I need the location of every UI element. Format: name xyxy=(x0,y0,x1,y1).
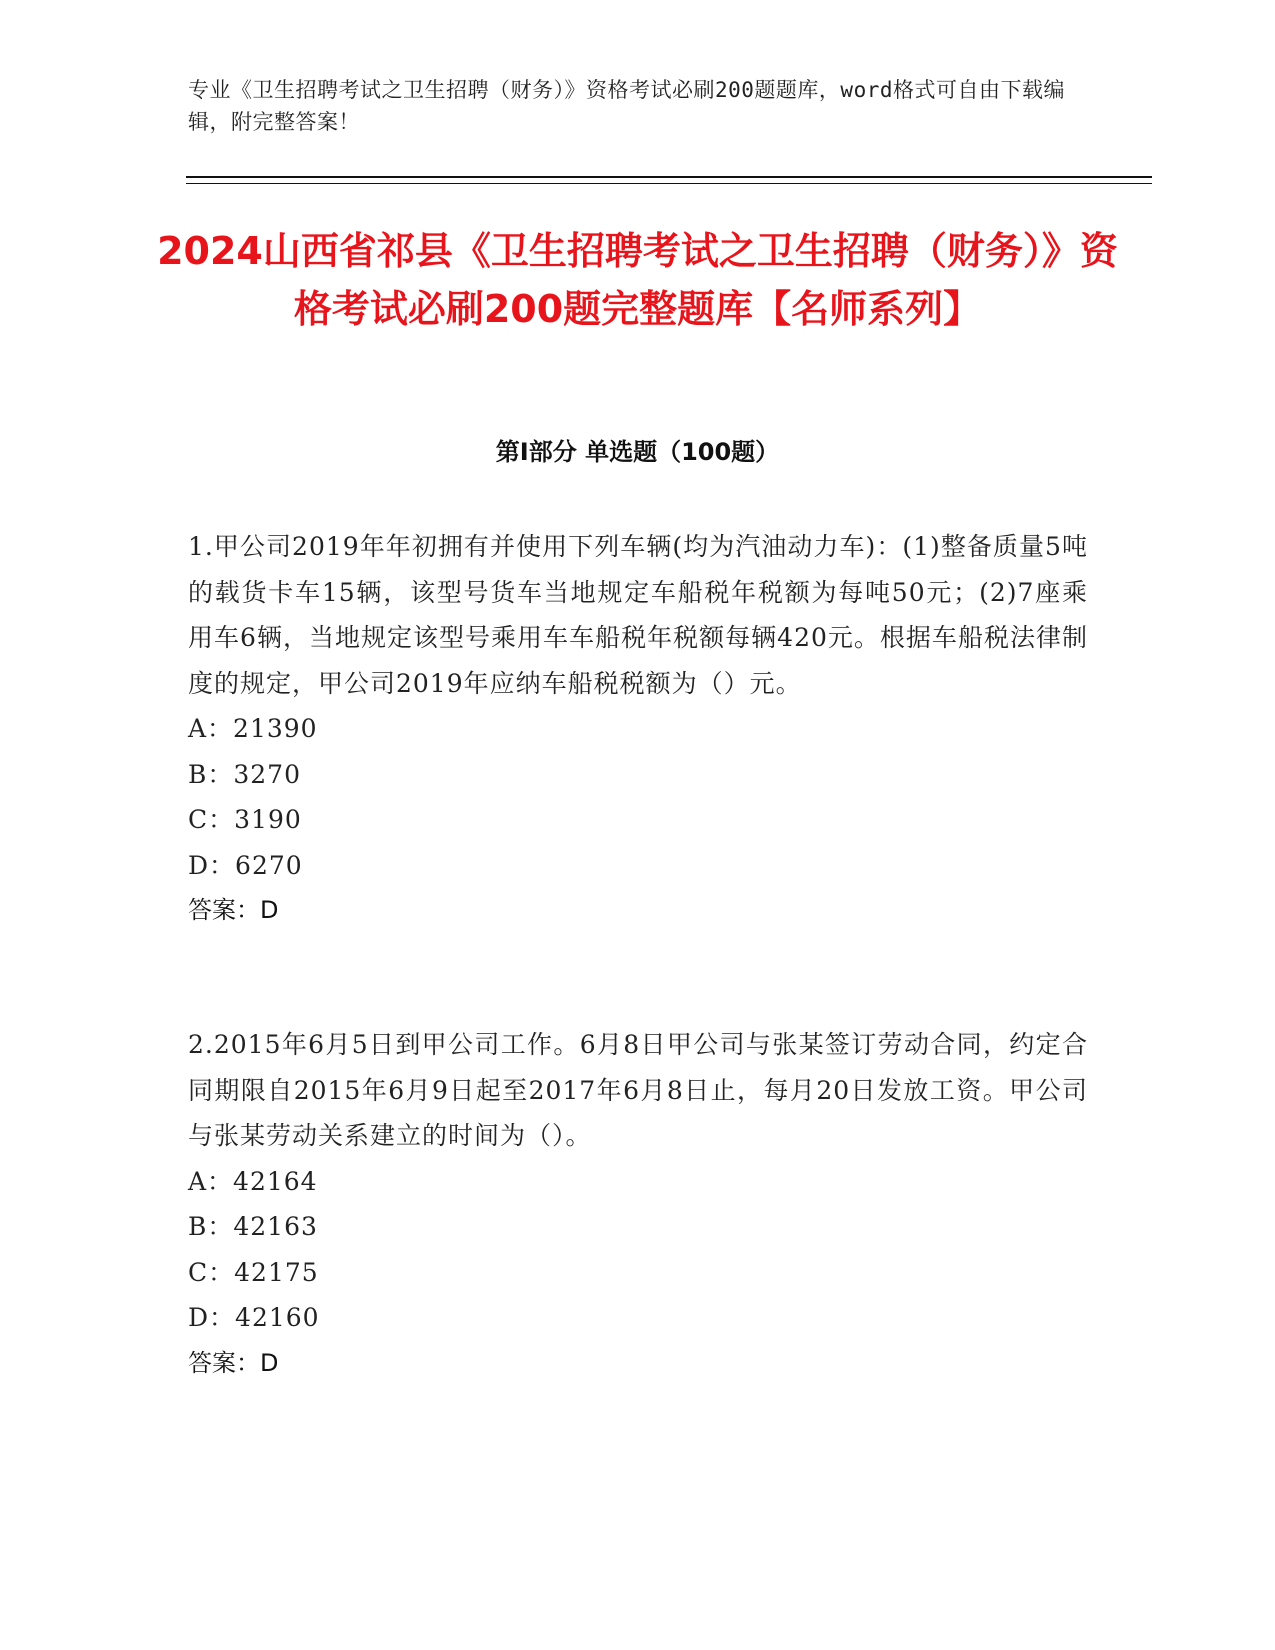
document-title: 2024山西省祁县《卫生招聘考试之卫生招聘（财务）》资格考试必刷200题完整题库【名师系列】 xyxy=(157,229,1118,331)
question-stem: 1.甲公司2019年年初拥有并使用下列车辆(均为汽油动力车)：(1)整备质量5吨的载货卡车15辆，该型号货车当地规定车船税年税额为每吨50元；(2)7座乘用车6辆，当地规定该型号乘用车车船税年税额每辆420元。根据车船税法律制度的规定，甲公司2019年应纳车船税税额为（）元。 xyxy=(188,532,1088,698)
answer-label: 答案：D xyxy=(188,896,279,924)
option-d: D：42160 xyxy=(188,1303,320,1332)
option-b: B：42163 xyxy=(188,1212,318,1241)
option-b: B：3270 xyxy=(188,759,301,789)
section-title: 第I部分 单选题（100题） xyxy=(495,438,780,466)
option-a: A：21390 xyxy=(188,714,318,743)
question-stem: 2.2015年6月5日到甲公司工作。6月8日甲公司与张某签订劳动合同，约定合同期限自2015年6月9日起至2017年6月8日止，每月20日发放工资。甲公司与张某劳动关系建立的时间为（）。 xyxy=(188,1030,1088,1150)
header-divider-thick xyxy=(186,176,1152,178)
answer-label: 答案：D xyxy=(188,1348,279,1377)
header-divider-thin xyxy=(186,183,1152,184)
header-note: 专业《卫生招聘考试之卫生招聘（财务）》资格考试必刷200题题库，word格式可自由下载编辑，附完整答案！ xyxy=(188,78,1065,134)
question-1 xyxy=(188,524,1088,934)
question-2 xyxy=(188,1022,1088,1386)
option-d: D：6270 xyxy=(188,850,303,880)
option-a: A：42164 xyxy=(188,1166,318,1196)
option-c: C：42175 xyxy=(188,1257,319,1287)
option-c: C：3190 xyxy=(188,805,302,834)
